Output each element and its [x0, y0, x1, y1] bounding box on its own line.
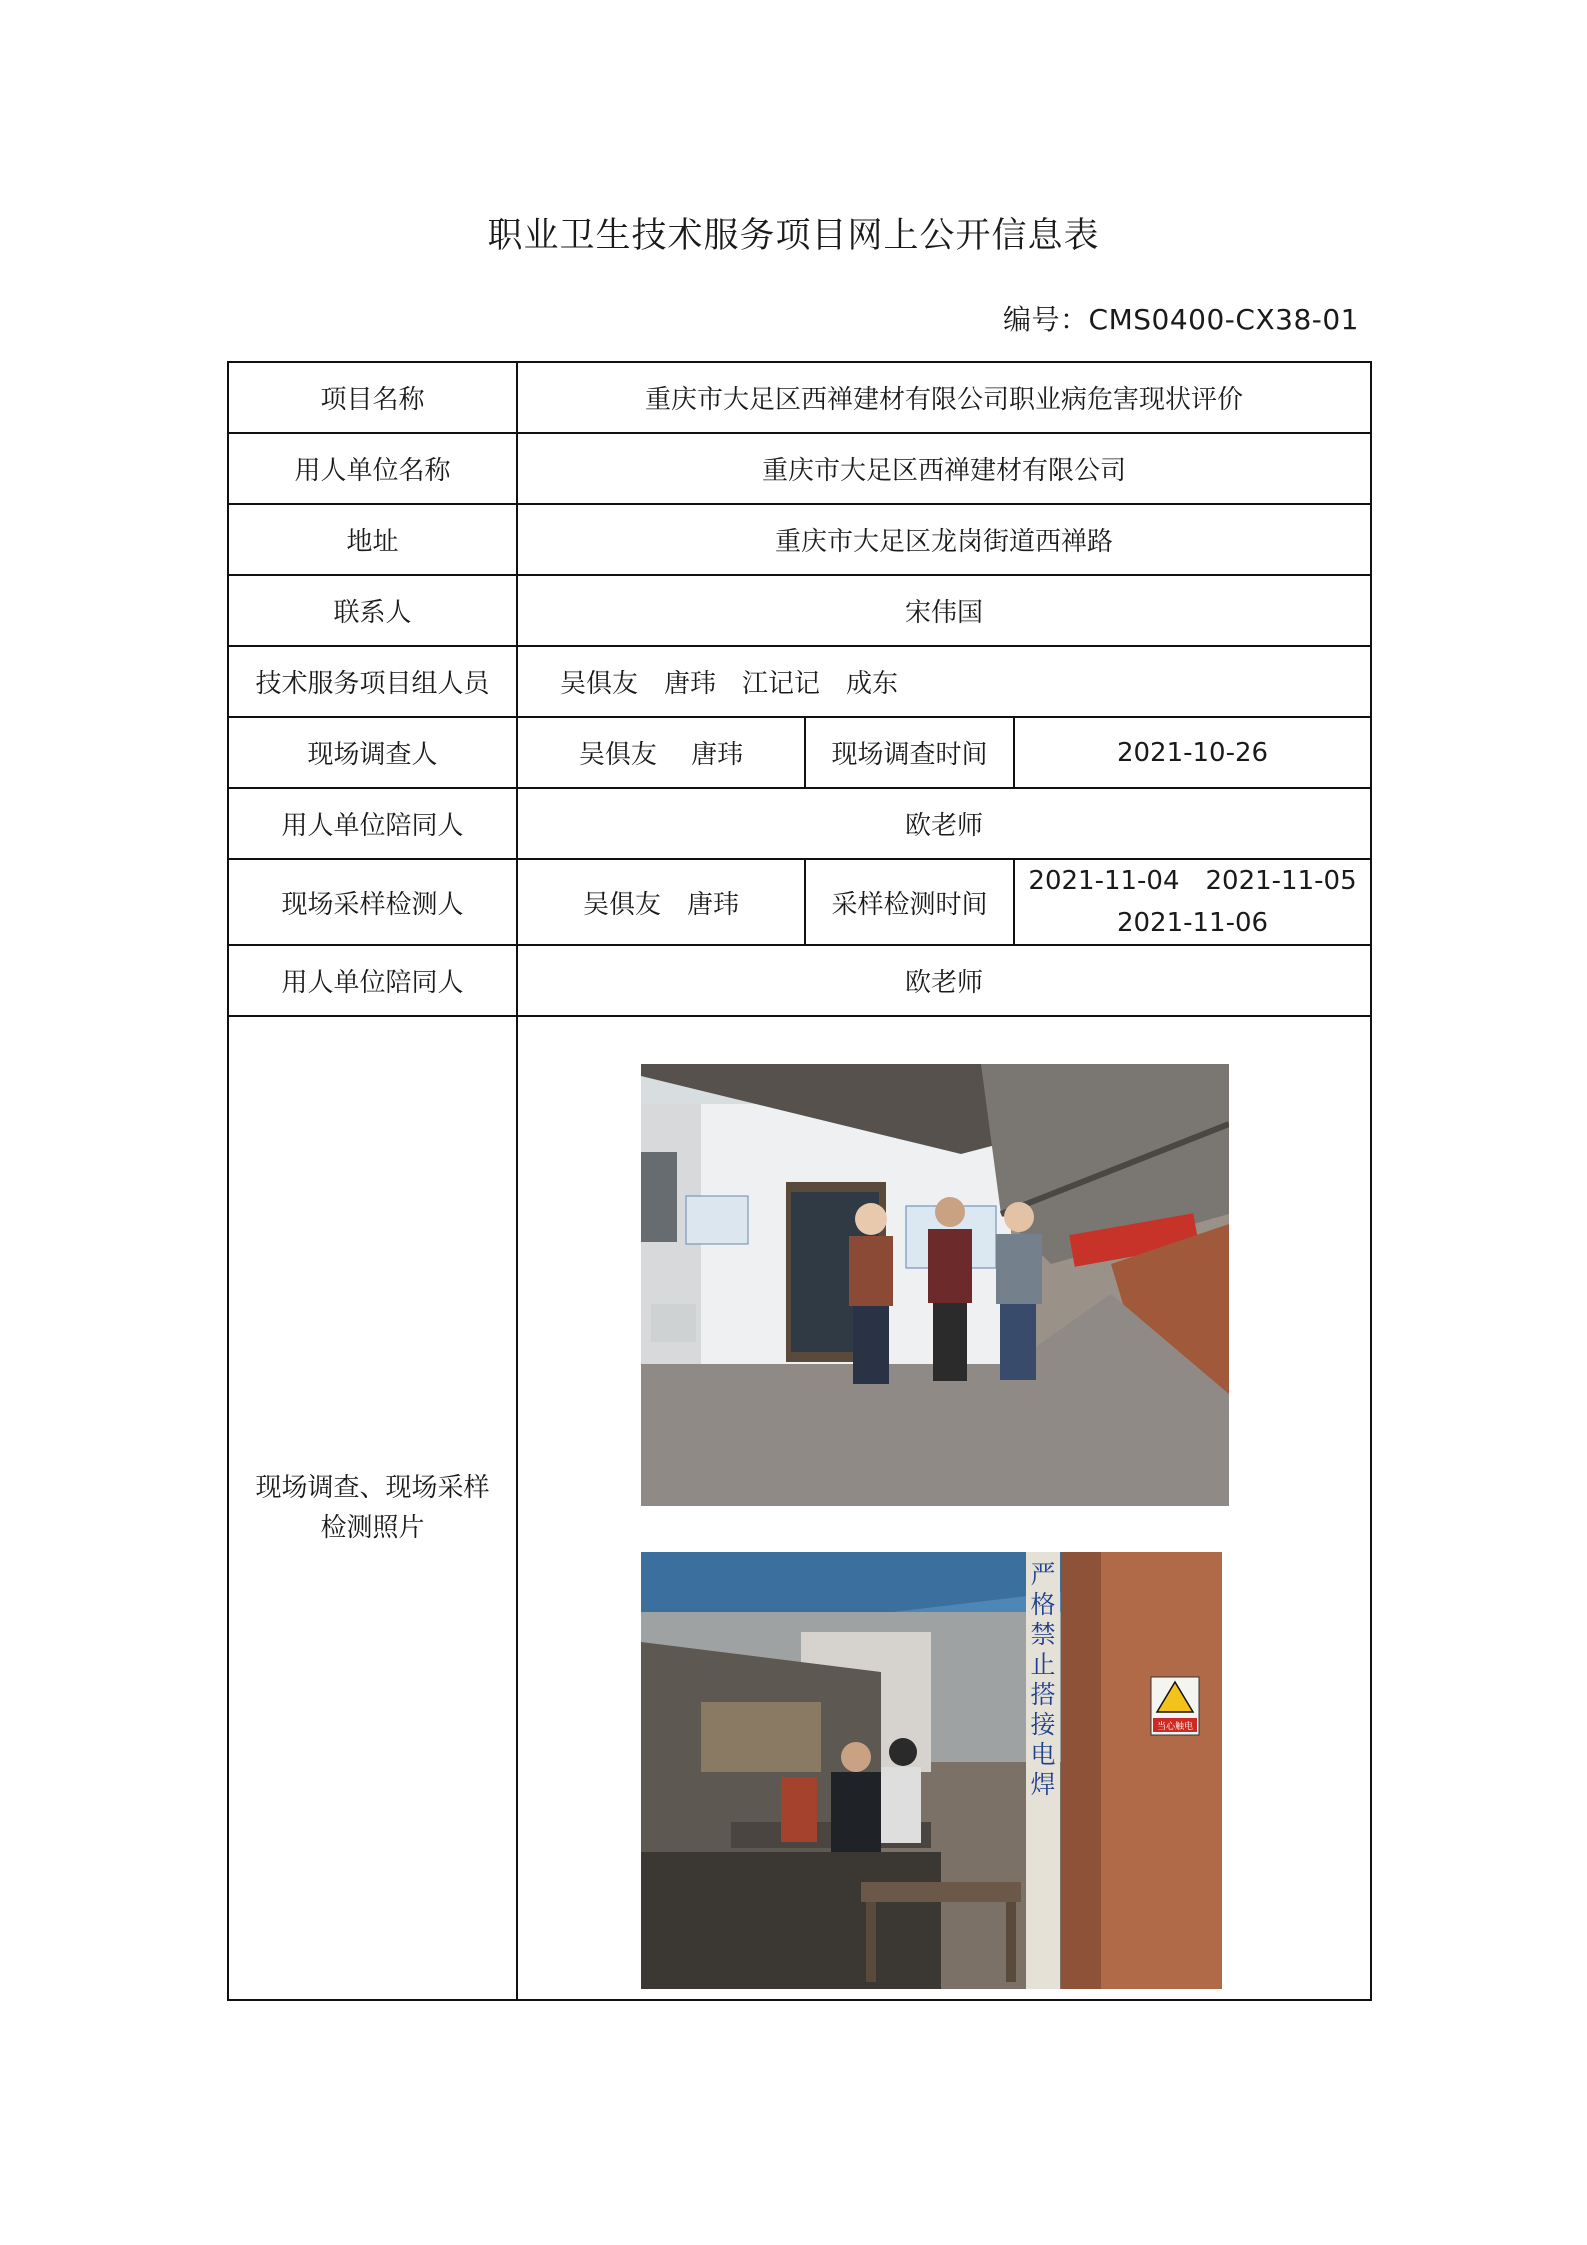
photos-cell — [517, 1016, 1371, 2000]
site-sampling-photo — [641, 1552, 1222, 1989]
survey-time-value: 2021-10-26 — [1014, 717, 1371, 788]
photos-container — [518, 1017, 1370, 1999]
survey-escort-label: 用人单位陪同人 — [228, 788, 517, 859]
employer-name-value: 重庆市大足区西禅建材有限公司 — [517, 433, 1371, 504]
site-survey-photo — [641, 1064, 1229, 1506]
sampling-time-value — [1014, 859, 1371, 945]
row-team-members — [228, 646, 1371, 717]
address-label: 地址 — [228, 504, 517, 575]
row-contact — [228, 575, 1371, 646]
survey-person-label: 现场调查人 — [228, 717, 517, 788]
photos-label-line1: 现场调查、现场采样 — [255, 1473, 490, 1503]
sampling-time-line1: 2021-11-04 2021-11-05 — [1028, 866, 1357, 896]
survey-time-label: 现场调查时间 — [805, 717, 1014, 788]
vertical-sign-text: 严格禁止搭接电焊 — [1030, 1560, 1056, 1799]
warning-sign-text: 当心触电 — [1156, 1722, 1194, 1732]
row-photos — [228, 1016, 1371, 2000]
row-project-name — [228, 362, 1371, 433]
employer-name-label: 用人单位名称 — [228, 433, 517, 504]
contact-label: 联系人 — [228, 575, 517, 646]
sampling-time-label: 采样检测时间 — [805, 859, 1014, 945]
contact-value: 宋伟国 — [517, 575, 1371, 646]
sampling-person-value: 吴俱友 唐玮 — [517, 859, 805, 945]
survey-escort-value: 欧老师 — [517, 788, 1371, 859]
row-survey — [228, 717, 1371, 788]
team-members-label: 技术服务项目组人员 — [228, 646, 517, 717]
team-members-value: 吴俱友 唐玮 江记记 成东 — [517, 646, 1371, 717]
row-address — [228, 504, 1371, 575]
sampling-person-label: 现场采样检测人 — [228, 859, 517, 945]
sampling-escort-value: 欧老师 — [517, 945, 1371, 1016]
project-name-label: 项目名称 — [228, 362, 517, 433]
sampling-escort-label: 用人单位陪同人 — [228, 945, 517, 1016]
address-value: 重庆市大足区龙岗街道西禅路 — [517, 504, 1371, 575]
page-title: 职业卫生技术服务项目网上公开信息表 — [487, 216, 1100, 256]
row-sampling — [228, 859, 1371, 945]
sampling-time-line2: 2021-11-06 — [1116, 908, 1269, 938]
photos-label-line2: 检测照片 — [320, 1513, 425, 1543]
survey-person-value: 吴俱友 唐玮 — [517, 717, 805, 788]
info-table — [227, 361, 1372, 2001]
row-survey-escort — [228, 788, 1371, 859]
row-sampling-escort — [228, 945, 1371, 1016]
row-employer-name — [228, 433, 1371, 504]
photos-label — [228, 1016, 517, 2000]
project-name-value: 重庆市大足区西禅建材有限公司职业病危害现状评价 — [517, 362, 1371, 433]
document-number: 编号：CMS0400-CX38-01 — [1003, 303, 1359, 336]
